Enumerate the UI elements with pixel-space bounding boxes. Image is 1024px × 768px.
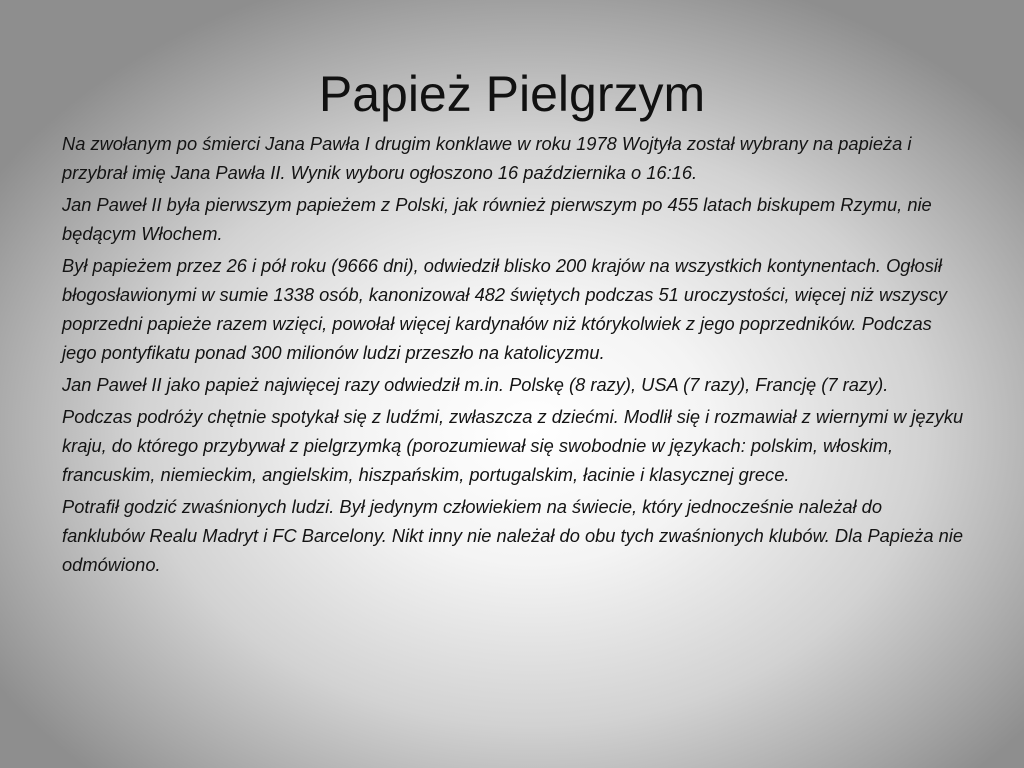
paragraph-languages: Podczas podróży chętnie spotykał się z ludźmi, zwłaszcza z dziećmi. Modlił się i rozmawiał z wiernymi w języku kraju, do którego przybywał z pielgrzymką (porozumiewał się swobodnie w językach: polskim, włoskim, francuskim, niemieckim, angielskim, hiszpańskim, portugalskim, łacinie i klasycznej grece. [62, 406, 964, 485]
slide-body [62, 129, 967, 582]
paragraph-first-polish-pope: Jan Paweł II była pierwszym papieżem z Polski, jak również pierwszym po 455 latach biskupem Rzymu, nie będącym Włochem. [62, 194, 932, 244]
paragraph-visits: Jan Paweł II jako papież najwięcej razy odwiedził m.in. Polskę (8 razy), USA (7 razy), Francję (7 razy). [62, 374, 889, 395]
paragraph-conclave: Na zwołanym po śmierci Jana Pawła I drugim konklawe w roku 1978 Wojtyła został wybrany na papieża i przybrał imię Jana Pawła II. Wynik wyboru ogłoszono 16 października o 16:16. [62, 133, 912, 183]
paragraph-pontificate-stats: Był papieżem przez 26 i pół roku (9666 dni), odwiedził blisko 200 krajów na wszystkich kontynentach. Ogłosił błogosławionymi w sumie 1338 osób, kanonizował 482 świętych podczas 51 uroczystości, więcej niż wszyscy poprzedni papieże razem wzięci, powołał więcej kardynałów niż którykolwiek z jego poprzedników. Podczas jego pontyfikatu ponad 300 milionów ludzi przeszło na katolicyzmu. [62, 255, 948, 363]
slide-title: Papież Pielgrzym [318, 66, 706, 122]
paragraph-football-clubs: Potrafił godzić zwaśnionych ludzi. Był jedynym człowiekiem na świecie, który jednocześnie należał do fanklubów Realu Madryt i FC Barcelony. Nikt inny nie należał do obu tych zwaśnionych klubów. Dla Papieża nie odmówiono. [62, 496, 963, 575]
